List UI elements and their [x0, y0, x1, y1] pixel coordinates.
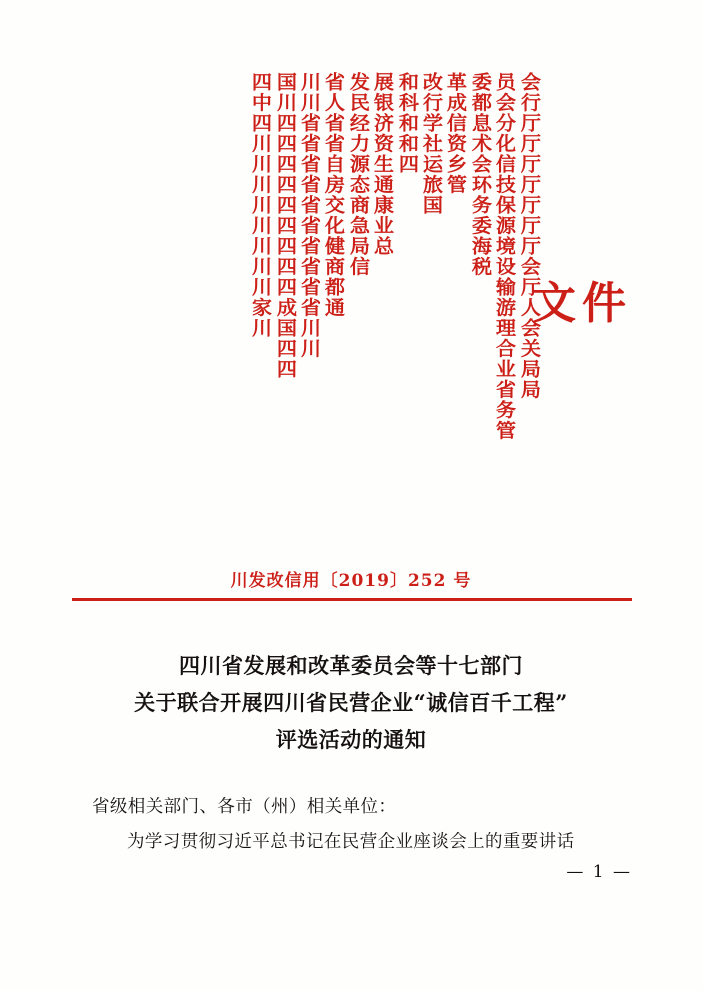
wenjian-label: 文件 [532, 278, 632, 329]
red-separator-rule [72, 598, 632, 601]
agency-column: 和科和和四 [395, 72, 419, 175]
agency-name-grid [72, 72, 542, 542]
agency-column: 革成信资乡管 [444, 72, 468, 195]
agency-column: 改行学社运旅国 [419, 72, 443, 216]
title-line-3: 评选活动的通知 [275, 726, 427, 752]
agency-column: 展银济资生通康业总 [370, 72, 395, 257]
document-number: 川发改信用〔2019〕252 号 [230, 571, 472, 591]
page-number: — 1 — [566, 862, 632, 882]
document-header-block [72, 72, 632, 542]
agency-column: 发民经力源态商急局信 [346, 72, 370, 277]
salutation: 省级相关部门、各市（州）相关单位： [92, 797, 397, 817]
title-line-1: 四川省发展和改革委员会等十七部门 [179, 653, 523, 678]
agency-column: 员会分化信技保源境设输游理合业省务管 [492, 72, 517, 441]
agency-column: 委都息术会环务委海税 [468, 72, 492, 277]
agency-column: 川川省省省省省省省省省省川川 [297, 72, 321, 359]
document-body [92, 790, 632, 860]
page-title [90, 648, 612, 758]
agency-column: 国川四四四四四四四四四成国四四 [273, 72, 297, 380]
title-line-2: 关于联合开展四川省民营企业“诚信百千工程” [134, 689, 568, 715]
agency-column: 四中四川川川川川川川川家川 [248, 72, 273, 339]
agency-column: 省人省省自房交化健商都通 [322, 72, 346, 318]
body-paragraph-1: 为学习贯彻习近平总书记在民营企业座谈会上的重要讲话 [127, 832, 575, 852]
agency-column: 会行厅厅厅厅厅厅厅会厅人会关局局 [517, 72, 541, 400]
